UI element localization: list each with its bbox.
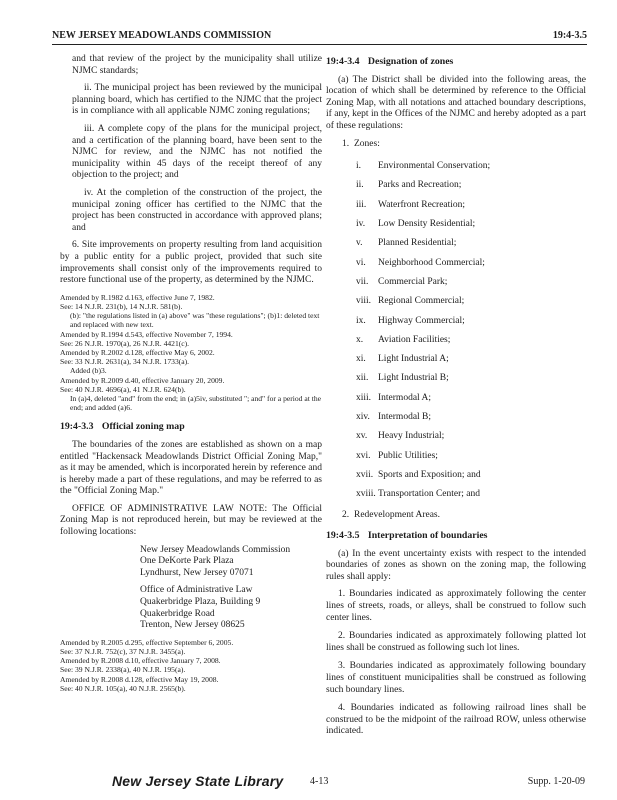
amend-line: See: 40 N.J.R. 4696(a), 41 N.J.R. 624(b). xyxy=(60,384,186,394)
zone-name: Neighborhood Commercial; xyxy=(378,257,485,268)
list-number: 1. xyxy=(342,138,350,149)
amend-line: Amended by R.2002 d.128, effective May 6, 2002. xyxy=(60,347,215,357)
supplement-date: Supp. 1-20-09 xyxy=(527,776,585,787)
zone-name: Planned Residential; xyxy=(378,238,457,249)
zone-name: Heavy Industrial; xyxy=(378,431,445,442)
paragraph: 6. Site improvements on property resulting from land acquisition by a public entity for a public project, provided that such site improvements shall consist only of the improvements required to restore functional use of the property, as determined by the NJMC. xyxy=(60,240,322,286)
list-item xyxy=(326,487,586,506)
list-item xyxy=(326,139,586,151)
list-item xyxy=(326,217,586,236)
section-heading xyxy=(60,421,322,433)
list-number: iii. xyxy=(356,199,367,210)
section-title: Official zoning map xyxy=(101,421,185,433)
list-item xyxy=(326,468,586,487)
list-number: v. xyxy=(356,238,363,249)
paragraph: iv. At the completion of the construction of the project, the municipal zoning officer has certified to the NJMC that the project has been constructed in accordance with approved plans; and xyxy=(72,187,322,233)
list-item xyxy=(326,236,586,255)
page-number: 4-13 xyxy=(310,776,329,787)
header-title: NEW JERSEY MEADOWLANDS COMMISSION xyxy=(52,30,272,41)
amend-line: (b): "the regulations listed in (a) above" was "these regulations"; (b)1: deleted text and replaced with new text. xyxy=(70,311,320,330)
library-watermark: New Jersey State Library xyxy=(112,773,284,789)
running-header xyxy=(52,28,587,45)
list-number: ix. xyxy=(356,315,366,326)
paragraph: and that review of the project by the municipality shall utilize NJMC standards; xyxy=(72,54,322,76)
list-item xyxy=(326,333,586,352)
list-number: vii. xyxy=(356,276,369,287)
zone-name: Public Utilities; xyxy=(378,450,438,461)
amendment-notes xyxy=(60,293,322,413)
amend-line: Amended by R.2008 d.10, effective January 7, 2008. xyxy=(60,656,221,666)
address-block xyxy=(140,585,322,631)
list-number: x. xyxy=(356,334,364,345)
section-heading xyxy=(326,530,586,542)
section-number: 19:4-3.4 xyxy=(326,56,360,67)
amend-line: See: 14 N.J.R. 231(b), 14 N.J.R. 581(b). xyxy=(60,301,183,311)
address-line: Office of Administrative Law xyxy=(140,585,253,596)
zone-name: Transportation Center; and xyxy=(378,489,481,500)
section-title: Interpretation of boundaries xyxy=(367,530,488,542)
zone-name: Regional Commercial; xyxy=(378,296,465,307)
list-label: Zones: xyxy=(354,138,380,149)
list-number: xv. xyxy=(356,431,368,442)
list-item xyxy=(326,198,586,217)
address-block xyxy=(140,545,322,580)
list-item xyxy=(326,352,586,371)
list-number: vi. xyxy=(356,257,366,268)
list-item xyxy=(326,449,586,468)
list-item xyxy=(326,314,586,333)
address-line: Quakerbridge Plaza, Building 9 xyxy=(140,597,261,608)
list-label: Redevelopment Areas. xyxy=(354,509,441,520)
list-number: 2. xyxy=(342,509,350,520)
header-section: 19:4-3.5 xyxy=(552,30,587,41)
list-number: xviii. xyxy=(356,489,376,500)
list-item xyxy=(326,391,586,410)
list-number: xvi. xyxy=(356,450,371,461)
list-number: xi. xyxy=(356,354,366,365)
paragraph: ii. The municipal project has been reviewed by the municipal planning board, which has certified to the NJMC that the project is in compliance with all applicable NJMC zoning regulations; xyxy=(72,83,322,117)
list-number: viii. xyxy=(356,296,372,307)
page-footer xyxy=(0,773,617,796)
amend-line: In (a)4, deleted "and" from the end; in (a)5iv, substituted "; and" for a period at the end; and added (a)6. xyxy=(70,393,322,413)
section-heading xyxy=(326,56,586,68)
zone-name: Commercial Park; xyxy=(378,276,448,287)
amend-line: Amended by R.1982 d.163, effective June 7, 1982. xyxy=(60,292,215,302)
zone-name: Highway Commercial; xyxy=(378,315,465,326)
section-number: 19:4-3.5 xyxy=(326,530,360,542)
list-item xyxy=(326,429,586,448)
paragraph: (a) The District shall be divided into the following areas, the location of which shall be determined by reference to the Official Zoning Map, with all notations and attached boundary descriptions, if any, kept in the Offices of the NJMC and hereby adopted as a part of these regulations: xyxy=(326,74,586,131)
list-item xyxy=(326,410,586,429)
paragraph: (a) In the event uncertainty exists with respect to the intended boundaries of zones as shown on the zoning map, the following rules shall apply: xyxy=(326,548,586,582)
address-line: New Jersey Meadowlands Commission xyxy=(140,544,291,555)
list-number: xvii. xyxy=(356,469,374,480)
list-number: iv. xyxy=(356,219,366,230)
address-line: Quakerbridge Road xyxy=(140,608,215,619)
list-item xyxy=(326,256,586,275)
amend-line: See: 37 N.J.R. 752(c), 37 N.J.R. 3455(a). xyxy=(60,647,186,657)
amend-line: Added (b)3. xyxy=(70,366,107,376)
list-number: xiii. xyxy=(356,392,372,403)
list-number: xiv. xyxy=(356,412,370,423)
zone-name: Sports and Exposition; and xyxy=(378,469,481,480)
paragraph: 4. Boundaries indicated as following railroad lines shall be construed to be the midpoint of the railroad ROW, unless otherwise indicated. xyxy=(326,703,586,737)
zone-name: Environmental Conservation; xyxy=(378,161,491,172)
amend-line: Amended by R.2009 d.40, effective January 20, 2009. xyxy=(60,375,225,385)
list-number: ii. xyxy=(356,180,364,191)
list-item xyxy=(326,159,586,178)
list-item xyxy=(326,275,586,294)
list-item xyxy=(326,371,586,390)
zone-list xyxy=(326,159,586,506)
amend-line: Amended by R.1994 d.543, effective November 7, 1994. xyxy=(60,329,233,339)
paragraph: 1. Boundaries indicated as approximately following the center lines of streets, roads, or alleys, shall be construed to follow such center lines. xyxy=(326,589,586,623)
paragraph: 2. Boundaries indicated as approximately following platted lot lines shall be construed as following such lot lines. xyxy=(326,631,586,653)
paragraph: 3. Boundaries indicated as approximately following boundary lines of constituent municipalities shall be construed as following such boundary lines. xyxy=(326,661,586,695)
section-title: Designation of zones xyxy=(367,56,454,67)
amend-line: Amended by R.2005 d.295, effective September 6, 2005. xyxy=(60,637,234,647)
paragraph: The boundaries of the zones are established as shown on a map entitled "Hackensack Meadowlands District Official Zoning Map," as it may be amended, which is incorporated herein by reference and is hereby made a part of these regulations, and may be referred to as the "Official Zoning Map." xyxy=(60,439,322,497)
list-number: i. xyxy=(356,161,362,172)
amend-line: See: 26 N.J.R. 1970(a), 26 N.J.R. 4421(c). xyxy=(60,338,190,348)
amend-line: See: 40 N.J.R. 105(a), 40 N.J.R. 2565(b). xyxy=(60,683,186,693)
address-line: Lyndhurst, New Jersey 07071 xyxy=(140,567,254,578)
zone-name: Light Industrial A; xyxy=(378,354,449,365)
zone-name: Aviation Facilities; xyxy=(378,334,451,345)
paragraph: OFFICE OF ADMINISTRATIVE LAW NOTE: The Official Zoning Map is not reproduced herein, but may be reviewed at the following locations: xyxy=(60,503,322,538)
zone-name: Intermodal B; xyxy=(378,412,432,423)
amend-line: Amended by R.2008 d.128, effective May 19, 2008. xyxy=(60,674,219,684)
paragraph: iii. A complete copy of the plans for the municipal project, and a certification of the planning board, have been sent to the NJMC for review, and the NJMC has not notified the municipality within 45 days of the receipt thereof of any objection to the project; and xyxy=(72,123,322,181)
amendment-notes xyxy=(60,638,322,693)
zone-name: Waterfront Recreation; xyxy=(378,199,466,210)
list-item xyxy=(326,178,586,197)
left-column xyxy=(60,54,322,693)
address-line: One DeKorte Park Plaza xyxy=(140,556,234,567)
list-item xyxy=(326,294,586,313)
amend-line: See: 33 N.J.R. 2631(a), 34 N.J.R. 1733(a). xyxy=(60,357,190,367)
amend-line: See: 39 N.J.R. 2338(a), 40 N.J.R. 195(a). xyxy=(60,665,186,675)
zone-name: Low Density Residential; xyxy=(378,219,476,230)
zone-name: Parks and Recreation; xyxy=(378,180,462,191)
section-number: 19:4-3.3 xyxy=(60,421,94,433)
zone-name: Intermodal A; xyxy=(378,392,432,403)
list-item xyxy=(326,510,586,522)
list-number: xii. xyxy=(356,373,369,384)
address-line: Trenton, New Jersey 08625 xyxy=(140,620,245,631)
right-column xyxy=(326,54,586,745)
zone-name: Light Industrial B; xyxy=(378,373,449,384)
